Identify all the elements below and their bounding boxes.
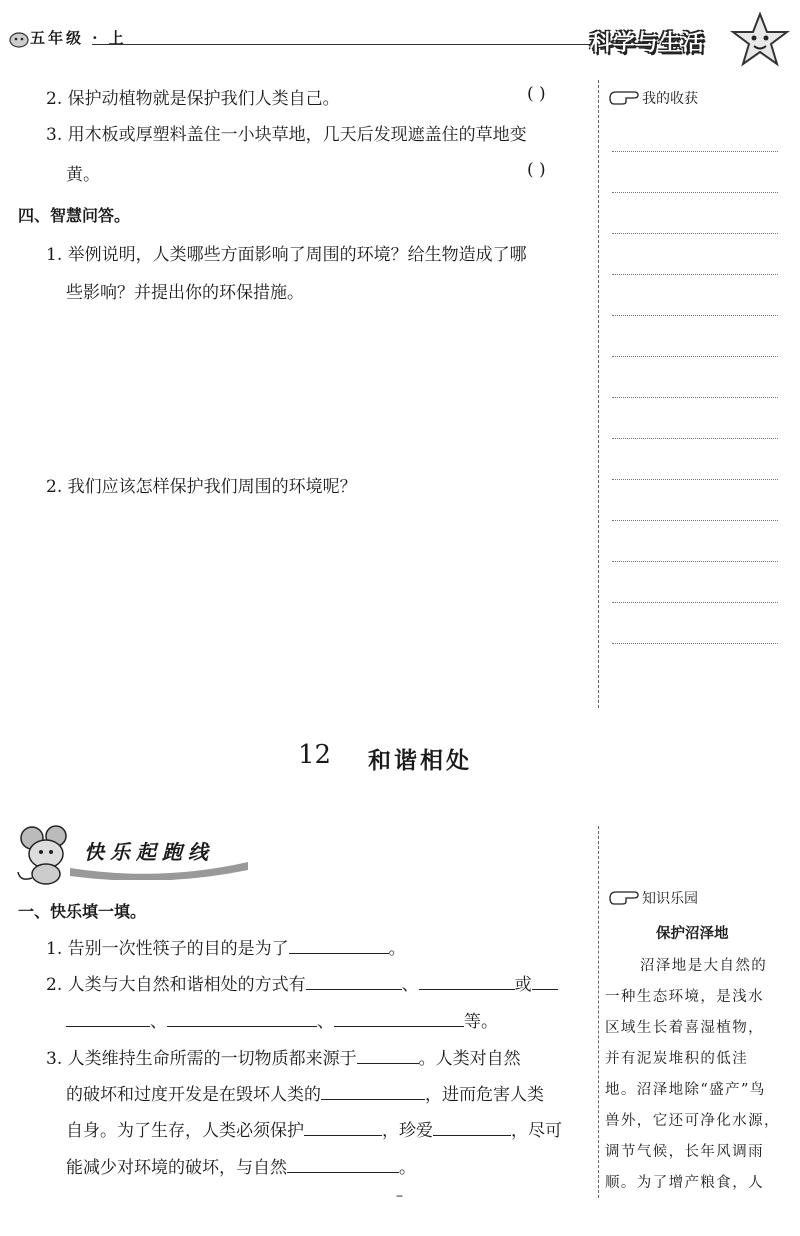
pointing-hand-icon	[608, 886, 642, 906]
knowledge-line: 沼泽地是大自然的	[640, 958, 768, 974]
grade-label: 五年级 · 上	[30, 29, 127, 47]
sidebar-divider-lower	[598, 826, 599, 1198]
punct: 等。	[464, 1012, 498, 1032]
punct: 。	[399, 1158, 416, 1178]
section-4-title: 四、智慧问答。	[18, 206, 131, 225]
question-2: 2. 我们应该怎样保护我们周围的环境呢？	[46, 477, 357, 497]
note-line[interactable]	[612, 438, 778, 439]
blank-field[interactable]	[167, 1008, 317, 1027]
blank-field[interactable]	[334, 1008, 464, 1027]
punct: 、	[401, 975, 419, 995]
knowledge-line: 地。沼泽地除“盛产”鸟	[605, 1082, 766, 1098]
fill-q2-text: 2. 人类与大自然和谐相处的方式有	[46, 975, 306, 995]
note-line[interactable]	[612, 274, 778, 275]
note-line[interactable]	[612, 356, 778, 357]
answer-paren-2[interactable]: ( )	[527, 84, 546, 104]
blank-field[interactable]	[532, 971, 558, 990]
brand-title: 科学与生活	[590, 31, 706, 56]
knowledge-line: 调节气候，长年风调雨	[605, 1144, 764, 1160]
note-line[interactable]	[612, 151, 778, 152]
fill-question-1	[46, 934, 406, 959]
fill-question-3-cont	[66, 1116, 562, 1141]
judge-item-3-cont: 黄。	[66, 165, 100, 185]
blank-field[interactable]	[419, 971, 515, 990]
answer-area-1[interactable]	[46, 305, 586, 455]
mascot-icon	[8, 28, 30, 48]
answer-paren-3[interactable]: ( )	[527, 160, 546, 180]
banner	[10, 820, 250, 890]
header-rule	[92, 44, 597, 45]
fill-q3-text: 能减少对环境的破坏，与自然	[66, 1158, 287, 1178]
fill-q3-text: ，进而危害人类	[425, 1085, 544, 1105]
fill-question-3-cont	[66, 1080, 544, 1105]
knowledge-line: 并有泥炭堆积的低洼	[605, 1051, 749, 1067]
judge-item-3: 3. 用木板或厚塑料盖住一小块草地，几天后发现遮盖住的草地变	[46, 125, 527, 145]
blank-field[interactable]	[306, 971, 402, 990]
blank-field[interactable]	[304, 1117, 382, 1136]
fill-question-2	[46, 970, 558, 995]
blank-field[interactable]	[321, 1081, 425, 1100]
section-1-title: 一、快乐填一填。	[18, 902, 147, 921]
blank-field[interactable]	[66, 1008, 150, 1027]
knowledge-subtitle: 保护沼泽地	[656, 926, 729, 942]
judge-item-2: 2. 保护动植物就是保护我们人类自己。	[46, 89, 340, 109]
blank-field[interactable]	[433, 1117, 511, 1136]
blank-field[interactable]	[287, 1154, 399, 1173]
fill-q3-text: 自身。为了生存，人类必须保护	[66, 1121, 304, 1141]
knowledge-line: 区域生长着喜湿植物，	[605, 1020, 764, 1036]
fill-q3-text: ，尽可	[511, 1121, 562, 1141]
note-line[interactable]	[612, 233, 778, 234]
fill-q3-text: 3. 人类维持生命所需的一切物质都来源于	[46, 1049, 357, 1069]
pointing-hand-icon	[608, 86, 642, 106]
header	[0, 0, 800, 80]
knowledge-title: 知识乐园	[642, 891, 698, 907]
sidebar-title-harvest: 我的收获	[642, 91, 698, 107]
punct: 、	[317, 1012, 334, 1032]
note-line[interactable]	[612, 397, 778, 398]
note-line[interactable]	[612, 520, 778, 521]
blank-field[interactable]	[357, 1045, 419, 1064]
question-1: 1. 举例说明，人类哪些方面影响了周围的环境？给生物造成了哪	[46, 245, 527, 265]
fill-question-2-cont	[66, 1007, 498, 1032]
note-line[interactable]	[612, 602, 778, 603]
blank-field[interactable]	[289, 935, 389, 954]
fill-question-3	[46, 1044, 521, 1069]
banner-label: 快乐起跑线	[84, 840, 214, 864]
fill-q1-text: 1. 告别一次性筷子的目的是为了	[46, 939, 289, 959]
knowledge-line: 兽外，它还可净化水源，	[605, 1113, 780, 1129]
page-mark: –	[396, 1188, 403, 1204]
punct: 。	[388, 939, 406, 959]
answer-area-2[interactable]	[46, 500, 586, 700]
note-line[interactable]	[612, 315, 778, 316]
fill-question-3-cont	[66, 1153, 416, 1178]
connector: 或	[514, 975, 532, 995]
fill-q3-text: ，珍爱	[382, 1121, 433, 1141]
note-line[interactable]	[612, 192, 778, 193]
fill-q3-text: 。人类对自然	[418, 1049, 521, 1069]
star-mascot-icon	[730, 12, 790, 70]
note-line[interactable]	[612, 643, 778, 644]
chapter-title: 和谐相处	[368, 748, 472, 774]
chapter-number: 12	[298, 740, 332, 770]
knowledge-line: 一种生态环境，是浅水	[605, 989, 764, 1005]
sidebar-divider	[598, 80, 599, 708]
punct: 、	[150, 1012, 167, 1032]
note-line[interactable]	[612, 561, 778, 562]
fill-q3-text: 的破坏和过度开发是在毁坏人类的	[66, 1085, 321, 1105]
question-1-cont: 些影响？并提出你的环保措施。	[66, 283, 304, 303]
knowledge-line: 顺。为了增产粮食，人	[605, 1175, 764, 1191]
note-line[interactable]	[612, 479, 778, 480]
